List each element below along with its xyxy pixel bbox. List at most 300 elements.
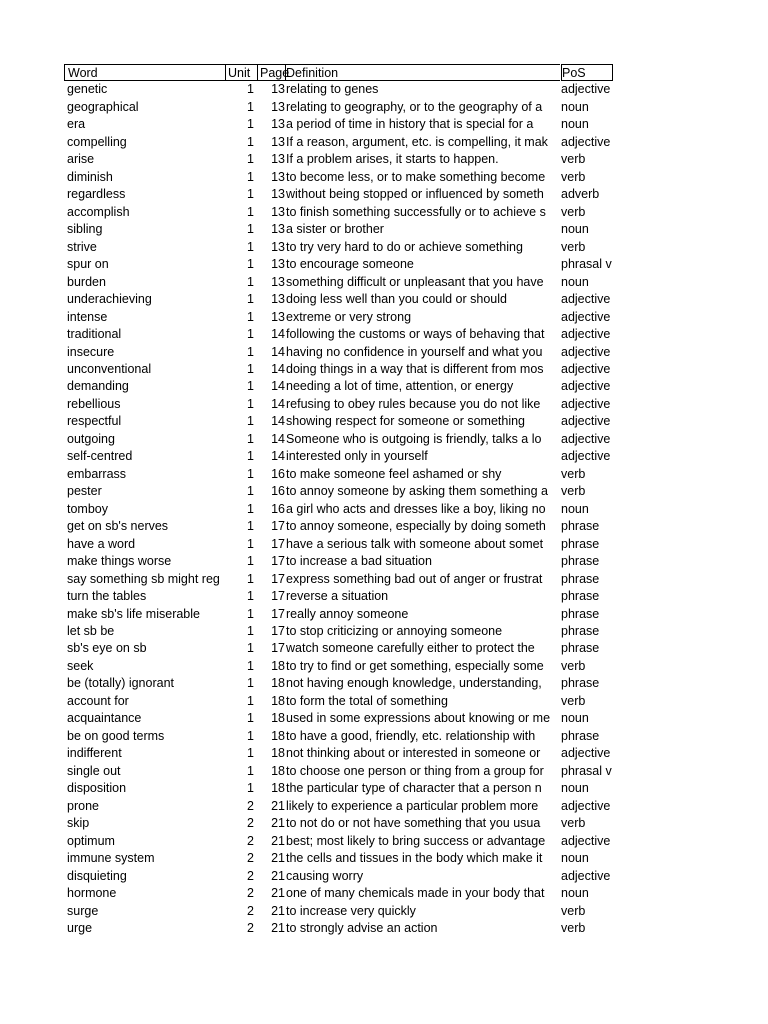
page-cell: 13 (271, 82, 285, 97)
pos-cell: adjective (561, 134, 611, 149)
page-cell: 18 (271, 746, 285, 761)
word-cell: urge (67, 920, 93, 935)
unit-cell: 2 (247, 851, 254, 866)
pos-cell: verb (561, 484, 586, 499)
page-cell: 21 (271, 868, 285, 883)
unit-cell: 1 (247, 711, 254, 726)
unit-cell: 1 (247, 431, 254, 446)
page-cell: 16 (271, 501, 285, 516)
table-row (64, 151, 624, 168)
page-cell: 21 (271, 886, 285, 901)
unit-cell: 1 (247, 274, 254, 289)
unit-cell: 1 (247, 501, 254, 516)
unit-cell: 1 (247, 554, 254, 569)
unit-cell: 1 (247, 396, 254, 411)
page-cell: 13 (271, 134, 285, 149)
table-row (64, 815, 624, 832)
page-cell: 17 (271, 606, 285, 621)
page-cell: 13 (271, 169, 285, 184)
table-row (64, 134, 624, 151)
unit-cell: 1 (247, 222, 254, 237)
table-row (64, 326, 624, 343)
pos-cell: verb (561, 693, 586, 708)
definition-cell: to try to find or get something, especially some (286, 658, 544, 673)
pos-cell: adjective (561, 327, 611, 342)
table-row (64, 116, 624, 133)
table-row (64, 169, 624, 186)
table-body (64, 81, 624, 937)
pos-cell: verb (561, 169, 586, 184)
definition-cell: not having enough knowledge, understanding, (286, 676, 542, 691)
word-cell: geographical (67, 99, 139, 114)
pos-cell: phrase (561, 536, 600, 551)
word-cell: sb's eye on sb (67, 641, 147, 656)
page-cell: 14 (271, 431, 285, 446)
word-cell: pester (67, 484, 102, 499)
table-row (64, 221, 624, 238)
page-cell: 14 (271, 396, 285, 411)
definition-cell: to form the total of something (286, 693, 448, 708)
definition-cell: the cells and tissues in the body which make it (286, 851, 543, 866)
pos-cell: phrase (561, 676, 600, 691)
unit-cell: 1 (247, 746, 254, 761)
definition-cell: to encourage someone (286, 257, 414, 272)
word-cell: insecure (67, 344, 115, 359)
page-cell: 21 (271, 920, 285, 935)
unit-cell: 1 (247, 379, 254, 394)
table-row (64, 763, 624, 780)
definition-cell: refusing to obey rules because you do not like (286, 396, 541, 411)
pos-cell: phrasal v (561, 763, 612, 778)
page-cell: 13 (271, 99, 285, 114)
word-cell: self-centred (67, 449, 133, 464)
word-cell: indifferent (67, 746, 122, 761)
pos-cell: noun (561, 222, 589, 237)
definition-cell: doing less well than you could or should (286, 292, 507, 307)
pos-cell: adjective (561, 361, 611, 376)
pos-cell: verb (561, 816, 586, 831)
table-row (64, 396, 624, 413)
table-row (64, 658, 624, 675)
page-cell: 17 (271, 624, 285, 638)
page-cell: 21 (271, 816, 285, 831)
page-cell: 17 (271, 589, 285, 604)
page-cell: 18 (271, 728, 285, 743)
unit-cell: 1 (247, 624, 254, 638)
definition-cell: extreme or very strong (286, 309, 412, 324)
definition-cell: causing worry (286, 868, 364, 883)
definition-cell: to annoy someone, especially by doing someth (286, 519, 546, 534)
definition-cell: the particular type of character that a person n (286, 781, 542, 796)
table-row (64, 710, 624, 727)
pos-cell: phrase (561, 624, 600, 638)
word-cell: acquaintance (67, 711, 142, 726)
unit-cell: 1 (247, 536, 254, 551)
word-cell: demanding (67, 379, 129, 394)
unit-cell: 1 (247, 204, 254, 219)
unit-cell: 1 (247, 187, 254, 202)
word-cell: let sb be (67, 624, 115, 638)
word-cell: single out (67, 763, 121, 778)
word-cell: be (totally) ignorant (67, 676, 175, 691)
word-cell: disquieting (67, 868, 127, 883)
table-row (64, 553, 624, 570)
page-cell: 18 (271, 763, 285, 778)
word-cell: make things worse (67, 554, 172, 569)
unit-cell: 1 (247, 327, 254, 342)
word-cell: era (67, 117, 86, 132)
word-cell: outgoing (67, 431, 115, 446)
word-cell: make sb's life miserable (67, 606, 200, 621)
pos-cell: adjective (561, 798, 611, 813)
pos-cell: adjective (561, 431, 611, 446)
definition-cell: relating to geography, or to the geography of a (286, 99, 543, 114)
pos-cell: adjective (561, 292, 611, 307)
page-cell: 14 (271, 414, 285, 429)
definition-cell: watch someone carefully either to protect the (286, 641, 535, 656)
table-row (64, 413, 624, 430)
unit-cell: 1 (247, 99, 254, 114)
page-cell: 18 (271, 711, 285, 726)
page-cell: 18 (271, 781, 285, 796)
table-row (64, 466, 624, 483)
unit-cell: 1 (247, 292, 254, 307)
unit-cell: 1 (247, 344, 254, 359)
unit-cell: 1 (247, 763, 254, 778)
pos-cell: noun (561, 501, 589, 516)
page-cell: 21 (271, 833, 285, 848)
page-cell: 13 (271, 292, 285, 307)
unit-cell: 1 (247, 728, 254, 743)
page-cell: 13 (271, 204, 285, 219)
unit-cell: 1 (247, 466, 254, 481)
pos-cell: noun (561, 711, 589, 726)
definition-cell: to make someone feel ashamed or shy (286, 466, 502, 481)
pos-cell: adjective (561, 833, 611, 848)
unit-cell: 1 (247, 519, 254, 534)
pos-cell: verb (561, 466, 586, 481)
word-cell: turn the tables (67, 589, 147, 604)
unit-cell: 2 (247, 868, 254, 883)
page-cell: 18 (271, 693, 285, 708)
table-row (64, 798, 624, 815)
definition-cell: really annoy someone (286, 606, 409, 621)
page-cell: 13 (271, 274, 285, 289)
page-cell: 18 (271, 676, 285, 691)
table-row (64, 640, 624, 657)
table-row (64, 675, 624, 692)
table-row (64, 571, 624, 588)
definition-cell: not thinking about or interested in someone or (286, 746, 541, 761)
unit-cell: 1 (247, 571, 254, 586)
unit-cell: 1 (247, 82, 254, 97)
word-cell: be on good terms (67, 728, 165, 743)
table-row (64, 920, 624, 937)
page-cell: 17 (271, 641, 285, 656)
table-row (64, 483, 624, 500)
page-cell: 13 (271, 222, 285, 237)
definition-cell: to choose one person or thing from a group for (286, 763, 544, 778)
table-row (64, 518, 624, 535)
table-row (64, 309, 624, 326)
definition-cell: If a problem arises, it starts to happen. (286, 152, 499, 167)
table-row (64, 378, 624, 395)
definition-cell: to annoy someone by asking them something a (286, 484, 548, 499)
page-cell: 17 (271, 519, 285, 534)
definition-cell: used in some expressions about knowing or me (286, 711, 551, 726)
pos-cell: noun (561, 886, 589, 901)
pos-cell: phrase (561, 728, 600, 743)
table-row (64, 239, 624, 256)
pos-cell: adjective (561, 449, 611, 464)
word-cell: rebellious (67, 396, 121, 411)
word-cell: burden (67, 274, 106, 289)
table-row (64, 448, 624, 465)
definition-cell: to have a good, friendly, etc. relationship with (286, 728, 536, 743)
table-row (64, 186, 624, 203)
pos-cell: adjective (561, 379, 611, 394)
unit-cell: 1 (247, 606, 254, 621)
unit-cell: 1 (247, 781, 254, 796)
pos-cell: verb (561, 152, 586, 167)
definition-cell: to try very hard to do or achieve something (286, 239, 523, 254)
word-cell: surge (67, 903, 99, 918)
unit-cell: 1 (247, 676, 254, 691)
page-cell: 13 (271, 152, 285, 167)
page-cell: 21 (271, 851, 285, 866)
table-row (64, 501, 624, 518)
definition-cell: having no confidence in yourself and what you (286, 344, 543, 359)
unit-cell: 1 (247, 449, 254, 464)
word-cell: strive (67, 239, 97, 254)
unit-cell: 2 (247, 903, 254, 918)
word-cell: tomboy (67, 501, 108, 516)
pos-cell: adjective (561, 746, 611, 761)
page-cell: 14 (271, 361, 285, 376)
page-cell: 13 (271, 187, 285, 202)
word-cell: optimum (67, 833, 115, 848)
vocabulary-table (64, 64, 624, 937)
definition-cell: doing things in a way that is different from mos (286, 361, 544, 376)
pos-cell: verb (561, 239, 586, 254)
definition-cell: interested only in yourself (286, 449, 428, 464)
table-row (64, 745, 624, 762)
header-word: Word (64, 64, 225, 81)
definition-cell: showing respect for someone or something (286, 414, 526, 429)
definition-cell: express something bad out of anger or frustrat (286, 571, 543, 586)
word-cell: intense (67, 309, 108, 324)
table-row (64, 344, 624, 361)
table-row (64, 536, 624, 553)
unit-cell: 1 (247, 361, 254, 376)
word-cell: spur on (67, 257, 109, 272)
page-cell: 17 (271, 571, 285, 586)
unit-cell: 1 (247, 589, 254, 604)
table-row (64, 99, 624, 116)
page-cell: 14 (271, 327, 285, 342)
definition-cell: best; most likely to bring success or advantage (286, 833, 546, 848)
unit-cell: 1 (247, 239, 254, 254)
page-cell: 13 (271, 239, 285, 254)
pos-cell: adjective (561, 344, 611, 359)
table-row (64, 274, 624, 291)
pos-cell: adjective (561, 309, 611, 324)
definition-cell: needing a lot of time, attention, or energy (286, 379, 514, 394)
pos-cell: verb (561, 920, 586, 935)
word-cell: genetic (67, 82, 108, 97)
page-cell: 21 (271, 798, 285, 813)
table-row (64, 291, 624, 308)
word-cell: sibling (67, 222, 103, 237)
definition-cell: reverse a situation (286, 589, 389, 604)
word-cell: regardless (67, 187, 126, 202)
pos-cell: adverb (561, 187, 600, 202)
table-row (64, 780, 624, 797)
definition-cell: something difficult or unpleasant that you have (286, 274, 544, 289)
pos-cell: phrase (561, 554, 600, 569)
word-cell: arise (67, 152, 95, 167)
table-header-row (64, 64, 624, 81)
table-row (64, 903, 624, 920)
page-cell: 16 (271, 466, 285, 481)
pos-cell: noun (561, 274, 589, 289)
table-row (64, 868, 624, 885)
pos-cell: phrase (561, 589, 600, 604)
definition-cell: a girl who acts and dresses like a boy, liking no (286, 501, 546, 516)
pos-cell: phrase (561, 519, 600, 534)
table-row (64, 431, 624, 448)
word-cell: hormone (67, 886, 117, 901)
unit-cell: 1 (247, 484, 254, 499)
header-page: Page (257, 64, 285, 81)
pos-cell: adjective (561, 396, 611, 411)
definition-cell: one of many chemicals made in your body that (286, 886, 545, 901)
word-cell: say something sb might reg (67, 571, 220, 586)
pos-cell: adjective (561, 82, 611, 97)
unit-cell: 1 (247, 309, 254, 324)
pos-cell: noun (561, 117, 589, 132)
unit-cell: 1 (247, 658, 254, 673)
unit-cell: 2 (247, 816, 254, 831)
header-unit: Unit (225, 64, 257, 81)
word-cell: compelling (67, 134, 127, 149)
table-row (64, 850, 624, 867)
definition-cell: to increase very quickly (286, 903, 416, 918)
word-cell: unconventional (67, 361, 152, 376)
definition-cell: to not do or not have something that you usua (286, 816, 541, 831)
definition-cell: have a serious talk with someone about somet (286, 536, 544, 551)
table-row (64, 728, 624, 745)
pos-cell: noun (561, 781, 589, 796)
pos-cell: verb (561, 204, 586, 219)
page-cell: 13 (271, 309, 285, 324)
page-cell: 17 (271, 554, 285, 569)
definition-cell: to increase a bad situation (286, 554, 432, 569)
word-cell: underachieving (67, 292, 152, 307)
unit-cell: 1 (247, 641, 254, 656)
definition-cell: a period of time in history that is special for a (286, 117, 534, 132)
unit-cell: 1 (247, 152, 254, 167)
word-cell: skip (67, 816, 90, 831)
pos-cell: verb (561, 903, 586, 918)
table-row (64, 256, 624, 273)
definition-cell: to strongly advise an action (286, 920, 438, 935)
pos-cell: phrase (561, 606, 600, 621)
page-cell: 13 (271, 117, 285, 132)
definition-cell: without being stopped or influenced by someth (286, 187, 544, 202)
header-definition: Definition (285, 64, 560, 81)
word-cell: respectful (67, 414, 122, 429)
pos-cell: phrasal v (561, 257, 612, 272)
unit-cell: 1 (247, 117, 254, 132)
definition-cell: following the customs or ways of behaving that (286, 327, 545, 342)
definition-cell: likely to experience a particular problem more (286, 798, 539, 813)
unit-cell: 2 (247, 798, 254, 813)
unit-cell: 2 (247, 833, 254, 848)
pos-cell: adjective (561, 868, 611, 883)
pos-cell: phrase (561, 571, 600, 586)
table-row (64, 81, 624, 98)
word-cell: accomplish (67, 204, 130, 219)
word-cell: embarrass (67, 466, 127, 481)
unit-cell: 1 (247, 169, 254, 184)
page-cell: 14 (271, 344, 285, 359)
table-row (64, 361, 624, 378)
definition-cell: If a reason, argument, etc. is compelling, it mak (286, 134, 548, 149)
table-row (64, 833, 624, 850)
table-row (64, 885, 624, 902)
word-cell: prone (67, 798, 99, 813)
definition-cell: to finish something successfully or to achieve s (286, 204, 546, 219)
pos-cell: noun (561, 99, 589, 114)
table-row (64, 588, 624, 605)
header-pos: PoS (561, 64, 613, 81)
table-row (64, 623, 624, 640)
word-cell: seek (67, 658, 94, 673)
unit-cell: 2 (247, 920, 254, 935)
word-cell: account for (67, 693, 129, 708)
word-cell: diminish (67, 169, 113, 184)
table-row (64, 606, 624, 623)
unit-cell: 1 (247, 693, 254, 708)
page-cell: 21 (271, 903, 285, 918)
unit-cell: 1 (247, 257, 254, 272)
definition-cell: Someone who is outgoing is friendly, talks a lo (286, 431, 542, 446)
word-cell: have a word (67, 536, 136, 551)
table-row (64, 204, 624, 221)
unit-cell: 1 (247, 134, 254, 149)
pos-cell: adjective (561, 414, 611, 429)
page-cell: 14 (271, 379, 285, 394)
definition-cell: to stop criticizing or annoying someone (286, 624, 503, 638)
unit-cell: 2 (247, 886, 254, 901)
word-cell: traditional (67, 327, 122, 342)
page-cell: 17 (271, 536, 285, 551)
word-cell: disposition (67, 781, 127, 796)
definition-cell: a sister or brother (286, 222, 384, 237)
definition-cell: to become less, or to make something become (286, 169, 546, 184)
page-cell: 14 (271, 449, 285, 464)
pos-cell: phrase (561, 641, 600, 656)
word-cell: immune system (67, 851, 155, 866)
page-cell: 13 (271, 257, 285, 272)
definition-cell: relating to genes (286, 82, 379, 97)
unit-cell: 1 (247, 414, 254, 429)
page-cell: 18 (271, 658, 285, 673)
pos-cell: noun (561, 851, 589, 866)
table-row (64, 693, 624, 710)
page-cell: 16 (271, 484, 285, 499)
